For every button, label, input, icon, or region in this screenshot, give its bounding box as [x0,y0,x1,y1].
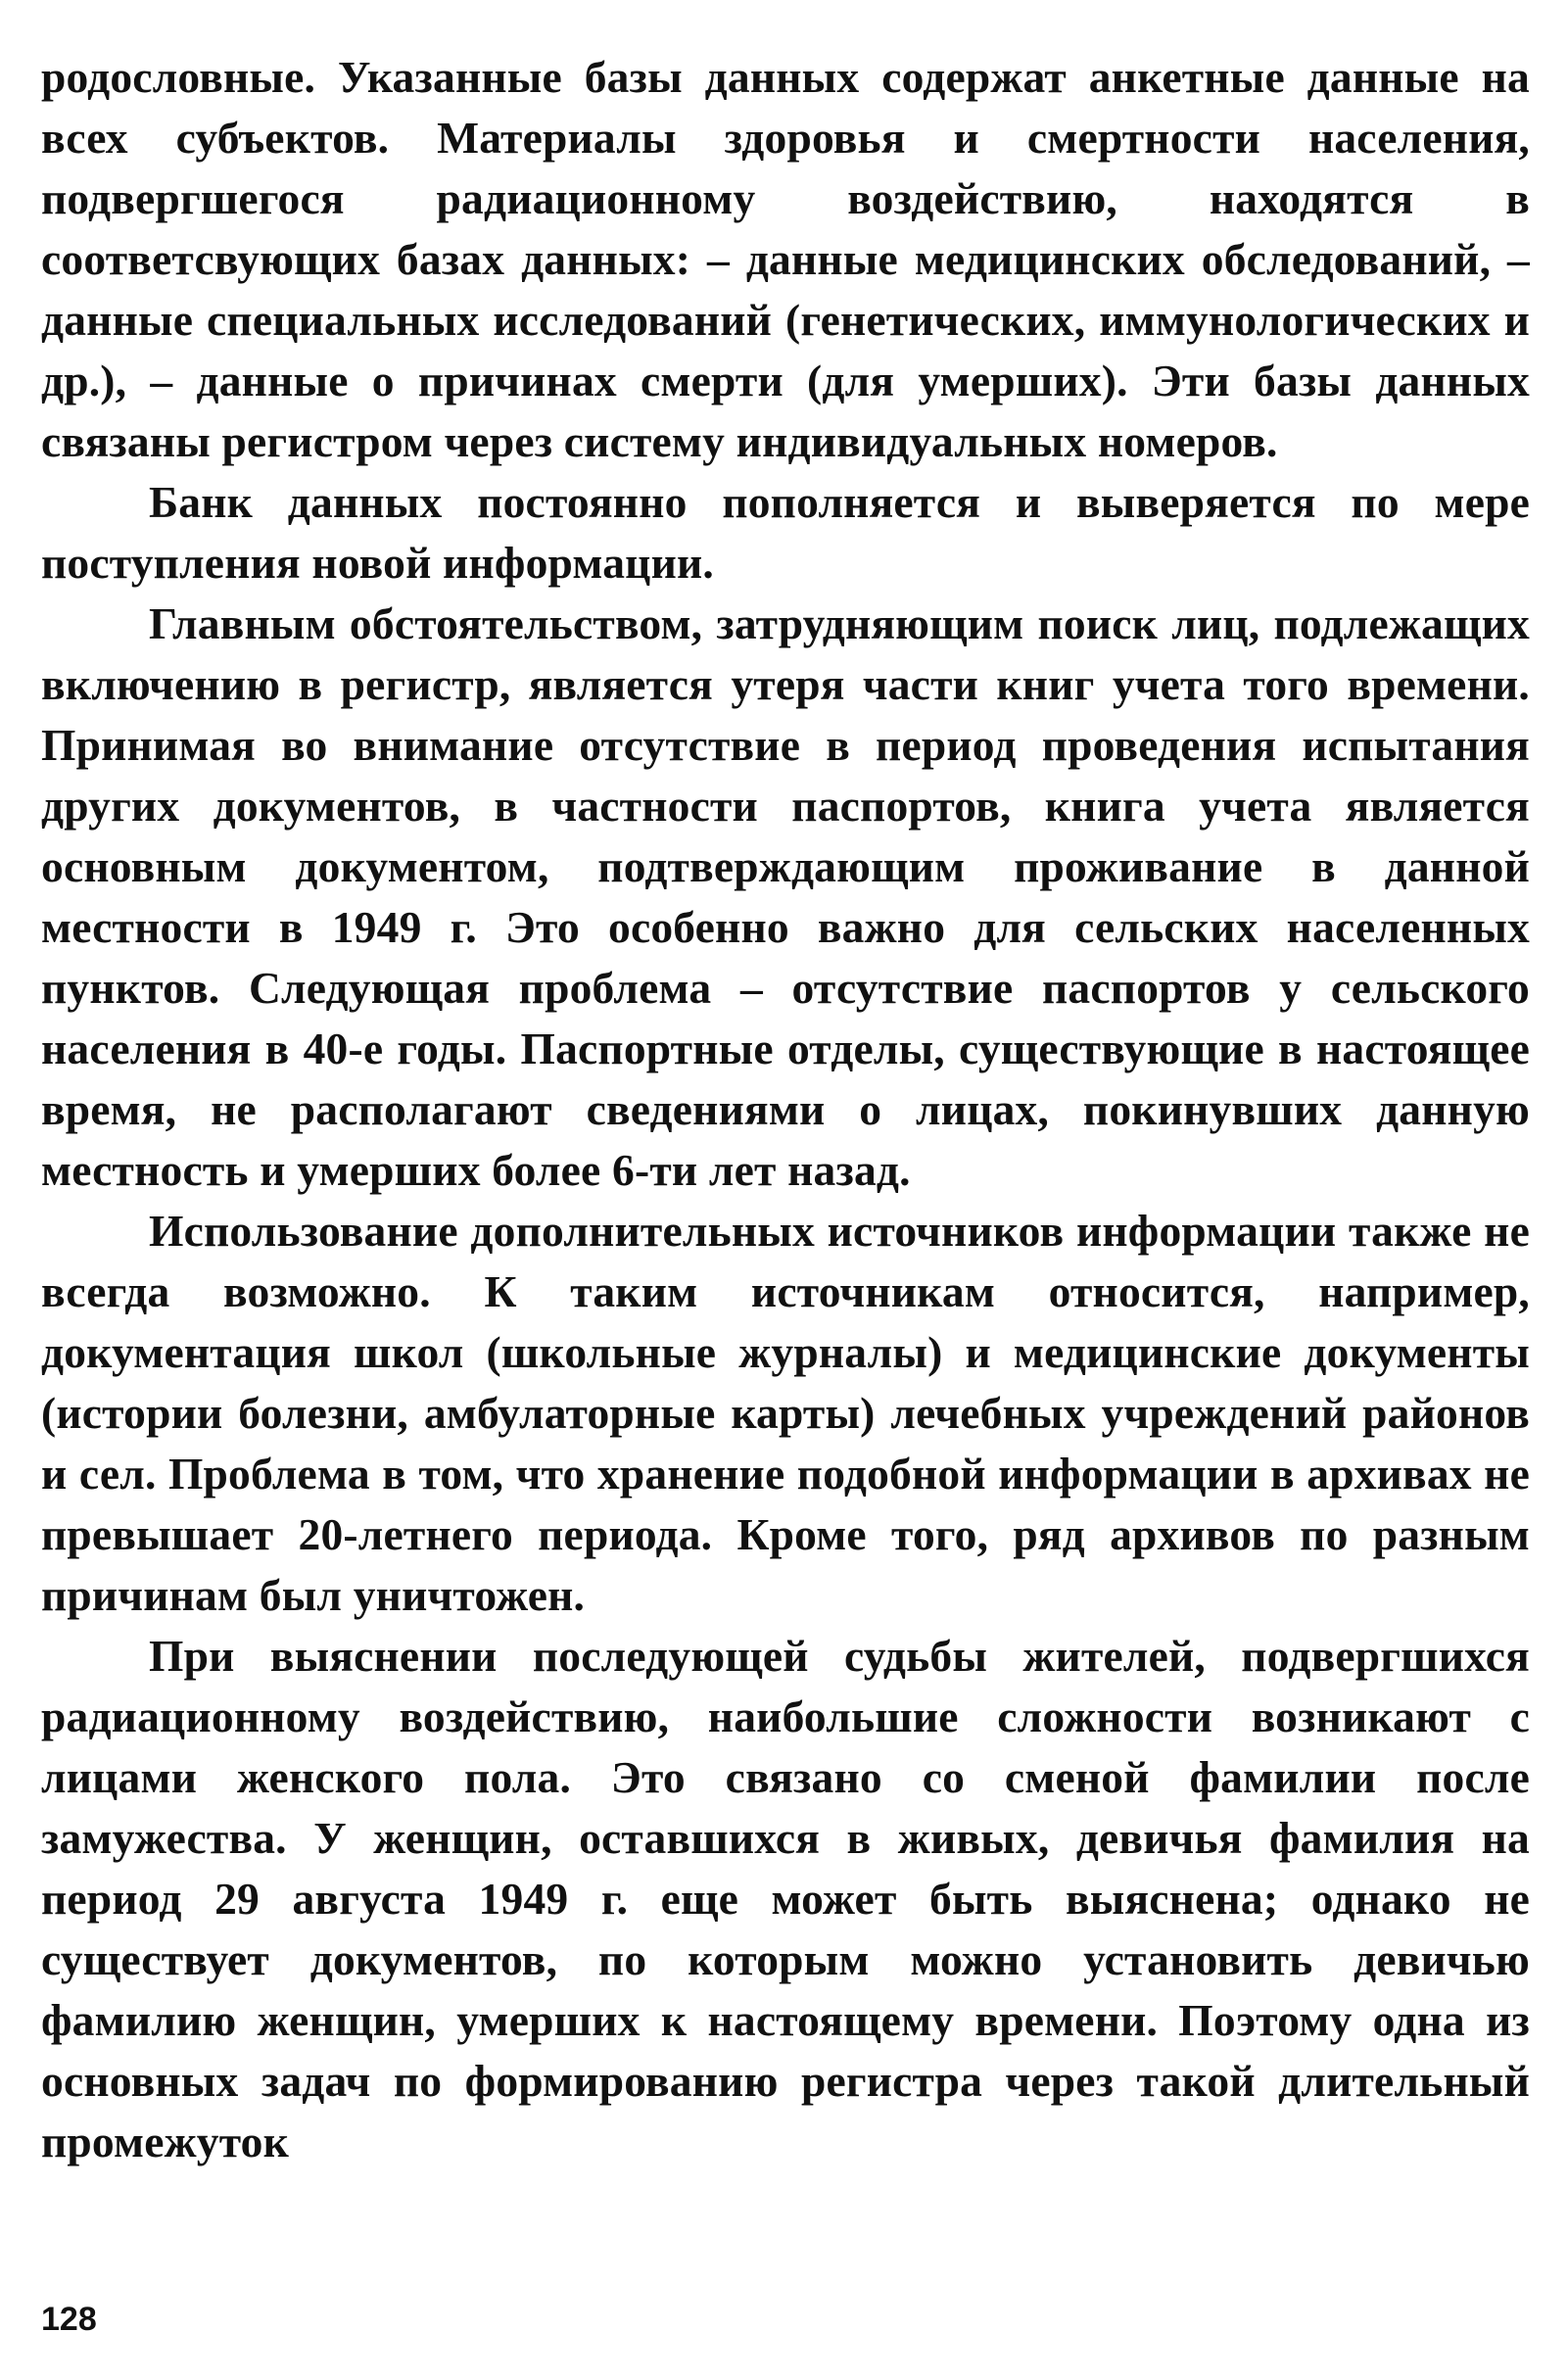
document-page [41,47,1530,2339]
paragraph-5: При выяснении последующей судьбы жителей, подвергшихся радиационному воздействию, наибольшие сложности возникают с лицами женского пола. Это связано со сменой фамилии после замужества. У женщин, оставшихся в живых, девичья фамилия на период 29 августа 1949 г. еще может быть выяснена; однако не существует документов, по которым можно установить девичью фамилию женщин, умерших к настоящему времени. Поэтому одна из основных задач по формированию регистра через такой длительный промежуток [41,1631,1530,2166]
paragraph-3: Главным обстоятельством, затрудняющим поиск лиц, подлежащих включению в регистр, является утеря части книг учета того времени. Принимая во внимание отсутствие в период проведения испытания других документов, в частности паспортов, книга учета является основным документом, подтверждающим проживание в данной местности в 1949 г. Это особенно важно для сельских населенных пунктов. Следующая проблема – отсутствие паспортов у сельского населения в 40-е годы. Паспортные отделы, существующие в настоящее время, не располагают сведениями о лицах, покинувших данную местность и умерших более 6-ти лет назад. [41,598,1530,1195]
page-number: 128 [41,2301,97,2338]
body-text [41,47,1530,2172]
paragraph-2: Банк данных постоянно пополняется и выверяется по мере поступления новой информации. [41,477,1530,588]
paragraph-1: родословные. Указанные базы данных содержат анкетные данные на всех субъектов. Материалы здоровья и смертности населения, подвергшегося радиационному воздействию, находятся в соответсвующих базах данных: – данные медицинских обследований, – данные специальных исследований (генетических, иммунологических и др.), – данные о причинах смерти (для умерших). Эти базы данных связаны регистром через систему индивидуальных номеров. [41,52,1530,466]
paragraph-4: Использование дополнительных источников информации также не всегда возможно. К таким источникам относится, например, документация школ (школьные журналы) и медицинские документы (истории болезни, амбулаторные карты) лечебных учреждений районов и сел. Проблема в том, что хранение подобной информации в архивах не превышает 20-летнего периода. Кроме того, ряд архивов по разным причинам был уничтожен. [41,1206,1530,1620]
